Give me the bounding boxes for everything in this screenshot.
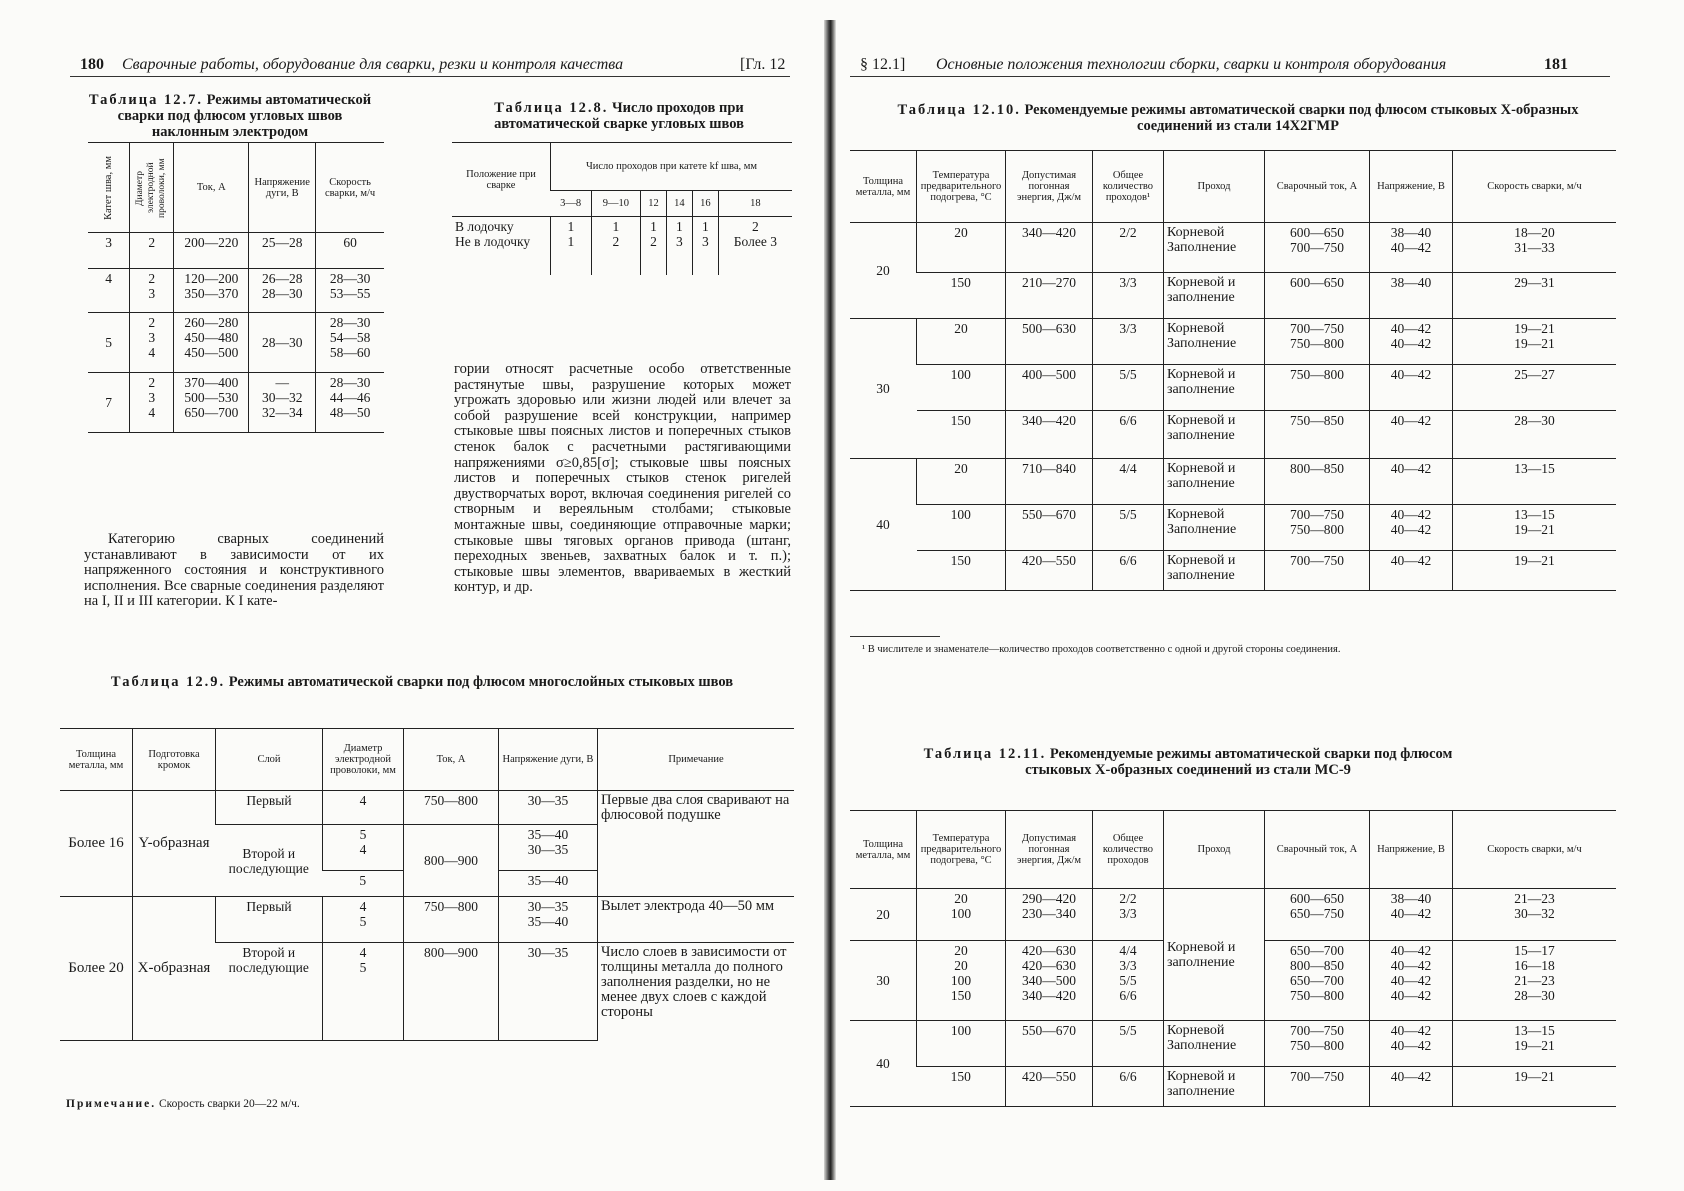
t10-cell: 19—21 (1453, 551, 1617, 591)
t10-cell: 550—670 (1006, 505, 1093, 551)
t8-size: 9—10 (591, 191, 640, 217)
t10-thickness-cell: 20 (850, 223, 917, 319)
t7-h-current: Ток, А (174, 143, 249, 233)
left-page (0, 0, 828, 1191)
footnote-rule (850, 636, 940, 637)
t7-title: Режимы автоматической сварки под флюсом угловых швов наклонным электродом (117, 92, 372, 140)
body-paragraph-left: Категорию сварных соединений устанавливают в зависимости от их напряженного состояния и конструктивного исполнения. Все сварные соединения разделяют на I, II и III категории. К I кате- (84, 531, 384, 610)
t10-cell: Корневой и заполнение (1164, 365, 1265, 411)
body-paragraph-right: гории относят расчетные особо ответственные растянутые швы, разрушение которых может угрожать здоровью или жизни людей или влечет за собой разрушение всей конструкции, например стыковые швы поясных листов и поперечных стыков стенок балок с расчетными растягивающими напряжениями σ≥0,85[σ]; стыковые швы поясных листов и поперечных стыков стенок ригелей двустворчатых ворот, включая соединения ригелей со створным и вереяльным столбами; стыковые монтажные швы, соединяющие отправочные марки; стыковые швы тяговых органов привода (штанг, переходных звеньев, захватных балок и т. п.); стыковые швы элементов, вваривaемых в жесткий контур, и др. (454, 361, 791, 596)
t10-row (850, 319, 1616, 365)
t9-row: Более 16 Y-образная Первый 4 750—800 30—35 Первые два слоя сваривают на флюсовой подушке (60, 791, 794, 825)
t10-cell: 150 (917, 273, 1006, 319)
left-running-header (80, 56, 786, 74)
book-spine (824, 20, 836, 1180)
left-header-title: Сварочные работы, оборудование для сварки, резки и контроля качества (122, 56, 624, 73)
t9-row: 5 35—40 (60, 871, 794, 897)
t10-cell: 6/6 (1093, 411, 1164, 459)
t7-h-voltage: Напряжение дуги, В (249, 143, 316, 233)
t10-cell: 710—840 (1006, 459, 1093, 505)
t9-row: Второй и последующие 5 4 800—900 35—40 30—35 (60, 825, 794, 871)
t10-row (850, 273, 1616, 319)
t10-cell: Корневой и заполнение (1164, 459, 1265, 505)
t8-row: В лодочку Не в лодочку 1 1 1 2 1 2 1 3 1 3 2 Более 3 (452, 217, 792, 275)
t10-row (850, 223, 1616, 273)
t11-row: 150 420—550 6/6 Корневой и заполнение 700—750 40—42 19—21 (850, 1067, 1616, 1107)
t10-cell: 100 (917, 365, 1006, 411)
t8-label: Таблица 12.8. (494, 100, 609, 116)
t7-row: 5 2 3 4 260—280 450—480 450—500 28—30 28—30 54—58 58—60 (88, 313, 384, 373)
t9-h-note: Примечание (598, 729, 795, 791)
t10-cell: Корневой и заполнение (1164, 273, 1265, 319)
t10-cell: 4/4 (1093, 459, 1164, 505)
t10-cell: 29—31 (1453, 273, 1617, 319)
t8-title: Число проходов при автоматической сварке угловых швов (494, 100, 744, 132)
t10-cell: 750—850 (1265, 411, 1370, 459)
t10-cell: 800—850 (1265, 459, 1370, 505)
t7-h-speed: Скорость сварки, м/ч (316, 143, 384, 233)
t10-cell: 40—42 (1370, 551, 1453, 591)
t7-label: Таблица 12.7. (88, 92, 203, 108)
t10-cell: 700—750 750—800 (1265, 505, 1370, 551)
t9-h-layer: Слой (216, 729, 323, 791)
t8-size: 14 (666, 191, 692, 217)
t8-caption (448, 100, 790, 132)
t10-title: Рекомендуемые режимы автоматической сварки под флюсом стыковых X-образных соединений из стали 14Х2ГМР (1024, 102, 1579, 134)
t10-cell: 100 (917, 505, 1006, 551)
t10-row (850, 505, 1616, 551)
t7-row: 7 2 3 4 370—400 500—530 650—700 — 30—32 32—34 28—30 44—46 48—50 (88, 373, 384, 433)
t10-label: Таблица 12.10. (897, 102, 1021, 118)
t11-caption (908, 746, 1468, 778)
t11-title: Рекомендуемые режимы автоматической сварки под флюсом стыковых X-образных соединений из стали МС-9 (1025, 746, 1453, 778)
t10-cell: 700—750 750—800 (1265, 319, 1370, 365)
t10-cell: 750—800 (1265, 365, 1370, 411)
t10-cell: 600—650 700—750 (1265, 223, 1370, 273)
t9-h-voltage: Напряжение дуги, В (499, 729, 598, 791)
t10-cell: 150 (917, 551, 1006, 591)
t10-cell: 700—750 (1265, 551, 1370, 591)
t10-cell: 6/6 (1093, 551, 1164, 591)
t7-h-diameter: Диаметр электродной проволоки, мм (130, 143, 174, 233)
table-12-7 (88, 142, 384, 433)
t10-cell: 40—42 40—42 (1370, 319, 1453, 365)
t11-row: 30 20 20 100 150 420—630 420—630 340—500 340—420 4/4 3/3 5/5 6/6 650—700 800—850 650—700 750—800 40—42 40—42 40—42 40—42 15—17 16—18 21—23 28—30 (850, 941, 1616, 1021)
t8-size: 3—8 (551, 191, 592, 217)
t11-row: 40 100 550—670 5/5 Корневой Заполнение 700—750 750—800 40—42 40—42 13—15 19—21 (850, 1021, 1616, 1067)
t10-cell: 13—15 (1453, 459, 1617, 505)
t10-row (850, 365, 1616, 411)
t9-h-thickness: Толщина металла, мм (60, 729, 133, 791)
t8-h-count: Число проходов при катете kf шва, мм (551, 143, 793, 191)
t10-cell: 28—30 (1453, 411, 1617, 459)
t8-pos-cell: В лодочку Не в лодочку (452, 217, 551, 275)
t10-cell: 150 (917, 411, 1006, 459)
t10-cell: 340—420 (1006, 411, 1093, 459)
t9-footnote: Примечание. Скорость сварки 20—22 м/ч. (66, 1098, 300, 1110)
t9-h-prep: Подготовка кромок (133, 729, 216, 791)
left-page-number: 180 (80, 56, 104, 73)
t10-cell: 5/5 (1093, 505, 1164, 551)
t10-cell: 2/2 (1093, 223, 1164, 273)
header-rule (70, 76, 790, 77)
t7-h-leg: Катет шва, мм (88, 143, 130, 233)
t10-cell: 18—20 31—33 (1453, 223, 1617, 273)
t10-cell: 40—42 (1370, 459, 1453, 505)
table-12-9 (60, 728, 794, 1041)
t10-cell: 40—42 40—42 (1370, 505, 1453, 551)
table-12-11: Толщина металла, мм Температура предварительного подогрева, °С Допустимая погонная энергия, Дж/м Общее количество проходов Проход Сварочный ток, А Напряжение, В Скорость сварки, м/ч 20 20 100 290—420 230—340 2/2 3/3 Корневой и заполнение 600—650 650—750 38—40 40—42 21—23 30—32 30 20 20 100 150 420—630 420—630 340—500 340—420 4/4 3/3 5/5 6/6 650—700 800—850 650—700 750—800 40—42 40—42 40—42 40—42 15—17 16—18 21—23 28—30 40 100 550—670 5/5 Корневой Заполнение 700—750 750—800 40—42 40—42 13—15 19—21 150 420—550 6/6 Корневой и заполнение 700—750 40—42 19—21 (850, 810, 1616, 1107)
t10-body (850, 223, 1616, 591)
t10-thickness-cell: 30 (850, 319, 917, 459)
t10-cell: 20 (917, 459, 1006, 505)
t8-h-position: Положение при сварке (452, 143, 551, 217)
t8-size: 12 (641, 191, 667, 217)
t10-cell: 600—650 (1265, 273, 1370, 319)
t10-cell: Корневой и заполнение (1164, 411, 1265, 459)
t9-title: Режимы автоматической сварки под флюсом многослойных стыковых швов (228, 674, 734, 690)
t10-cell: 40—42 (1370, 365, 1453, 411)
t10-cell: 500—630 (1006, 319, 1093, 365)
t10-cell: 38—40 (1370, 273, 1453, 319)
t10-cell: 20 (917, 223, 1006, 273)
t10-cell: Корневой Заполнение (1164, 505, 1265, 551)
t10-cell: 400—500 (1006, 365, 1093, 411)
right-page (828, 0, 1684, 1191)
t10-cell: Корневой Заполнение (1164, 223, 1265, 273)
t10-cell: 420—550 (1006, 551, 1093, 591)
t11-label: Таблица 12.11. (923, 746, 1047, 762)
t10-cell: 38—40 40—42 (1370, 223, 1453, 273)
t10-cell: 340—420 (1006, 223, 1093, 273)
t10-thickness-cell: 40 (850, 459, 917, 591)
t10-row (850, 459, 1616, 505)
t10-cell: Корневой Заполнение (1164, 319, 1265, 365)
t9-h-current: Ток, А (404, 729, 499, 791)
t7-row: 3 2 200—220 25—28 60 (88, 233, 384, 269)
t10-row (850, 411, 1616, 459)
left-header-chapter: [Гл. 12 (740, 56, 786, 73)
t9-h-diameter: Диаметр электродной проволоки, мм (323, 729, 404, 791)
t10-cell: 19—21 19—21 (1453, 319, 1617, 365)
t9-row: Второй и последующие 4 5 800—900 30—35 Число слоев в зависимости от толщины металла до полного заполнения разделки, но не менее двух слоев с каждой стороны (60, 943, 794, 1041)
t10-cell: 13—15 19—21 (1453, 505, 1617, 551)
t7-caption (80, 92, 380, 140)
right-page-number: 181 (1544, 56, 1568, 73)
t10-cell: 3/3 (1093, 319, 1164, 365)
right-header-title: Основные положения технологии сборки, сварки и контроля оборудования (936, 56, 1447, 73)
t9-row: Более 20 X-образная Первый 4 5 750—800 30—35 35—40 Вылет электрода 40—50 мм (60, 897, 794, 943)
t10-cell: 20 (917, 319, 1006, 365)
header-rule (850, 76, 1610, 77)
t7-row: 4 2 3 120—200 350—370 26—28 28—30 28—30 53—55 (88, 269, 384, 313)
t10-cell: 40—42 (1370, 411, 1453, 459)
t8-size: 16 (692, 191, 718, 217)
t10-row (850, 551, 1616, 591)
t11-row: 20 20 100 290—420 230—340 2/2 3/3 Корневой и заполнение 600—650 650—750 38—40 40—42 21—23 30—32 (850, 889, 1616, 941)
t10-cell: 210—270 (1006, 273, 1093, 319)
table-12-10: Толщина металла, мм Температура предварительного подогрева, °С Допустимая погонная энергия, Дж/м Общее количество проходов¹ Проход Сварочный ток, А Напряжение, В Скорость сварки, м/ч 20 20 340—420 2/2 Корневой Заполнение 600—650 700—750 38—40 40—42 18—20 31—33 150 210—270 3/3 Корневой и заполнение 600—650 38—40 29—31 30 20 500—630 3/3 Корневой Заполнение 700—750 750—800 40—42 40—42 19—21 19—21 100 400—500 5/5 Корневой и заполнение 750—800 40—42 25—27 150 340—420 6/6 Корневой и заполнение 750—850 40—42 28—30 40 20 710—840 4/4 Корневой и заполнение 800—850 40—42 13—15 100 550—670 5/5 Корневой Заполнение 700—750 750—800 40—42 40—42 13—15 19—21 150 420—550 6/6 Корневой и заполнение 700—750 40—42 19—21 (850, 150, 1616, 591)
t9-label: Таблица 12.9. (110, 674, 226, 690)
table-12-8 (452, 142, 792, 275)
right-section-mark: § 12.1] (860, 56, 906, 73)
t10-cell: Корневой и заполнение (1164, 551, 1265, 591)
t10-cell: 25—27 (1453, 365, 1617, 411)
t8-size: 18 (718, 191, 792, 217)
t10-cell: 5/5 (1093, 365, 1164, 411)
t10-cell: 3/3 (1093, 273, 1164, 319)
t9-caption (52, 674, 792, 690)
t10-caption (868, 102, 1608, 134)
t10-footnote: ¹ В числителе и знаменателе—количество проходов соответственно с одной и другой стороны соединения. (862, 644, 1341, 655)
